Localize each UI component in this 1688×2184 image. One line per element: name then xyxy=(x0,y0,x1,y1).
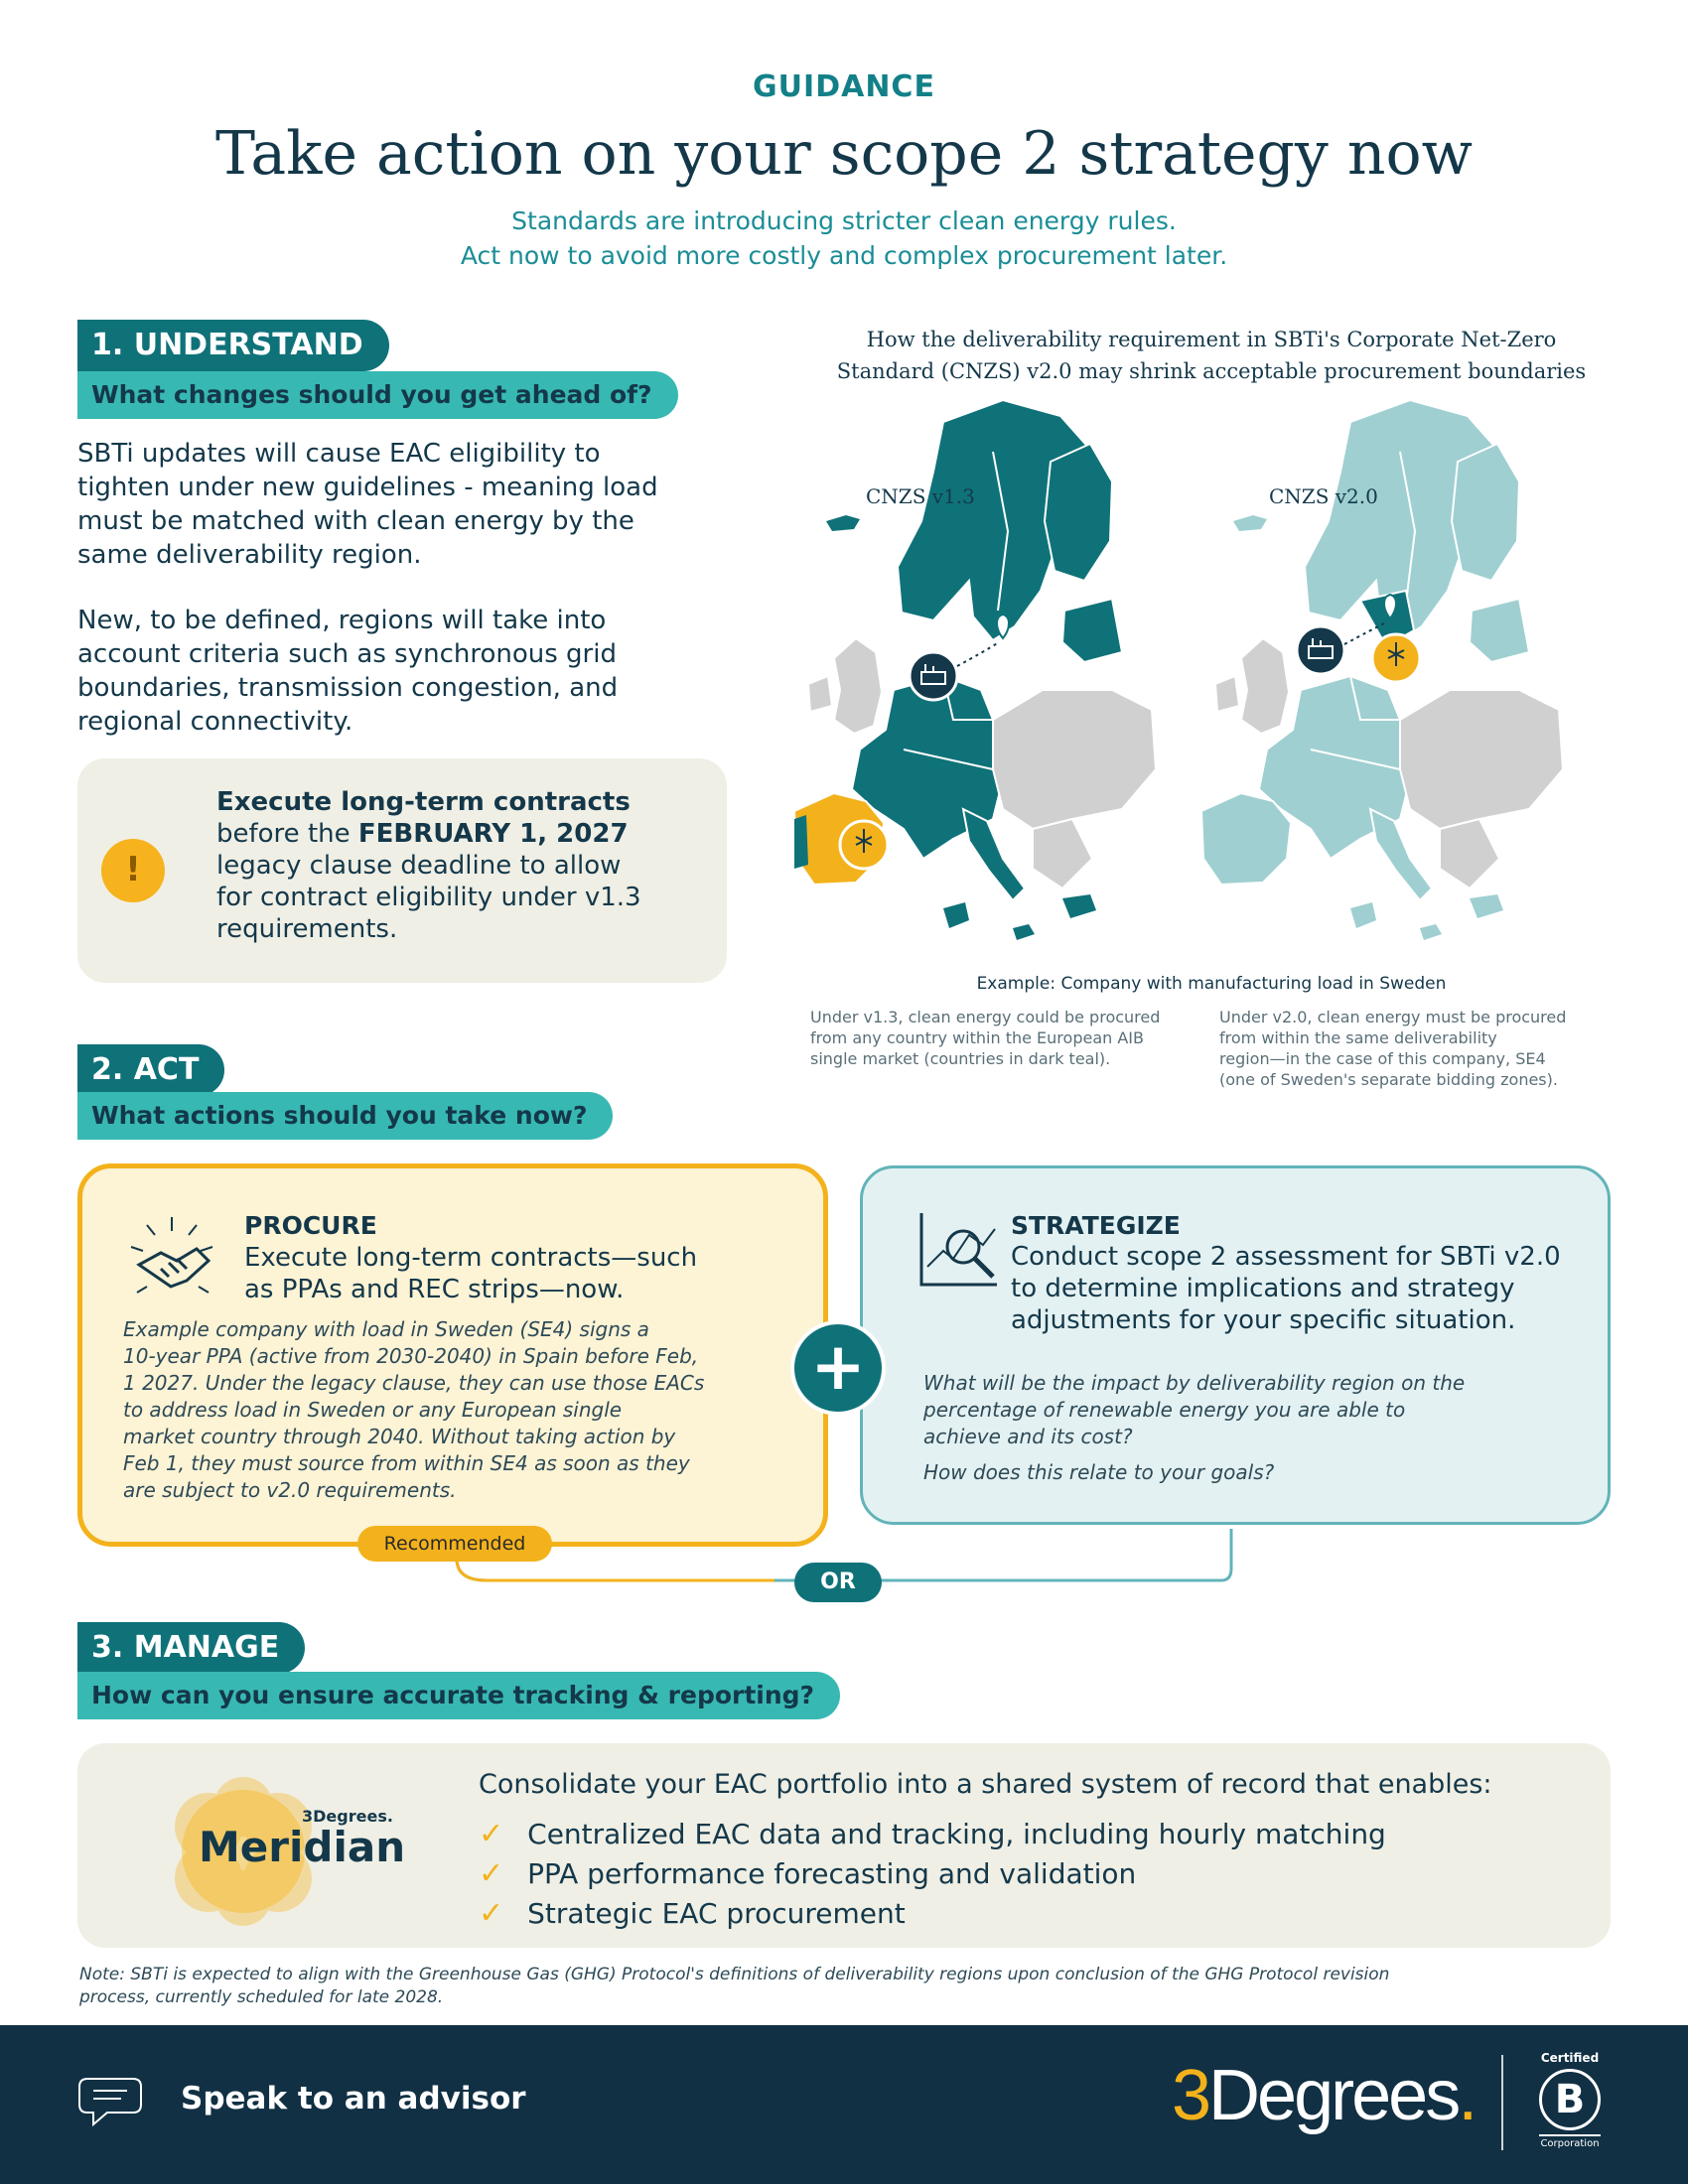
check-icon: ✓ xyxy=(479,1856,504,1891)
recommended-badge: Recommended xyxy=(357,1526,552,1562)
factory-marker-v13 xyxy=(910,652,957,700)
map-eastern-europe xyxy=(993,690,1156,829)
chart-magnifier-icon xyxy=(914,1205,1003,1295)
manage-intro: Consolidate your EAC portfolio into a shared system of record that enables: xyxy=(479,1769,1492,1800)
section-tab-manage: 3. MANAGE xyxy=(77,1622,305,1674)
strategize-lead: Conduct scope 2 assessment for SBTi v2.0 to determine implications and strategy adjustments for your specific situation. xyxy=(1011,1242,1561,1335)
check-icon: ✓ xyxy=(479,1817,504,1851)
section-tab-act: 2. ACT xyxy=(77,1044,224,1096)
section-question-understand: What changes should you get ahead of? xyxy=(77,371,678,419)
understand-paragraph-2: New, to be defined, regions will take into account criteria such as synchronous grid boundaries, transmission congestion, and regional connectivity. xyxy=(77,606,619,737)
plus-badge: + xyxy=(790,1320,886,1416)
eyebrow-label: GUIDANCE xyxy=(753,69,935,104)
chat-bubble-icon xyxy=(77,2071,149,2130)
callout-text: Execute long-term contracts before the FEBRUARY 1, 2027 legacy clause deadline to allow for contract eligibility under v1.3 requirements. xyxy=(216,787,641,944)
feature-item: ✓ PPA performance forecasting and validation xyxy=(479,1856,1137,1891)
understand-paragraph-1: SBTi updates will cause EAC eligibility to tighten under new guidelines - meaning load must be matched with clean energy by the same deliverability region. xyxy=(77,439,658,570)
meridian-logo-brand: 3Degrees. xyxy=(302,1807,393,1826)
feature-item: ✓ Strategic EAC procurement xyxy=(479,1896,906,1931)
map-v20 xyxy=(1201,400,1563,940)
speak-to-advisor-link[interactable]: Speak to an advisor xyxy=(181,2081,526,2116)
map-label-v13: CNZS v1.3 xyxy=(866,484,975,508)
b-corp-badge: Certified B Corporation xyxy=(1540,2051,1600,2149)
procure-example: Example company with load in Sweden (SE4) signs a 10-year PPA (active from 2030-2040) in Spain before Feb, 1 2027. Under the legacy clause, they can use those EACs to address load in Sweden or any European single market country through 2040. Without taking action by Feb 1, they must source from within SE4 as soon as they are subject to v2.0 requirements. xyxy=(123,1317,705,1502)
map-finland xyxy=(1045,444,1112,581)
factory-marker-v20 xyxy=(1297,626,1344,674)
b-corp-icon: B xyxy=(1539,2069,1601,2130)
subtitle-line-1: Standards are introducing stricter clean energy rules. xyxy=(511,206,1177,235)
procure-lead: Execute long-term contracts—such as PPAs and REC strips—now. xyxy=(244,1243,698,1304)
or-badge: OR xyxy=(794,1563,882,1602)
map-v13 xyxy=(794,400,1156,940)
check-icon: ✓ xyxy=(479,1896,504,1931)
map-italy xyxy=(963,809,1025,900)
map-title: How the deliverability requirement in SBTi's Corporate Net-Zero Standard (CNZS) v2.0 may shrink acceptable procurement boundaries xyxy=(836,328,1587,383)
map-caption-v20: Under v2.0, clean energy must be procured from within the same deliverability region—in the case of this company, SE4 (one of Sweden's separate bidding zones). xyxy=(1219,1008,1567,1089)
meridian-logo-text: Meridian xyxy=(199,1823,406,1871)
handshake-icon xyxy=(117,1203,226,1312)
3degrees-logo: 3Degrees. xyxy=(1172,2056,1476,2135)
feature-item: ✓ Centralized EAC data and tracking, including hourly matching xyxy=(479,1817,1386,1851)
map-iceland xyxy=(826,515,860,531)
section-tab-understand: 1. UNDERSTAND xyxy=(77,320,389,371)
strategize-question-1: What will be the impact by deliverability region on the percentage of renewable energy you are able to achieve and its cost? xyxy=(923,1371,1466,1448)
map-label-v20: CNZS v2.0 xyxy=(1269,484,1378,508)
page-title: Take action on your scope 2 strategy now xyxy=(214,119,1474,189)
procure-heading: PROCURE xyxy=(244,1211,377,1240)
map-example-caption: Example: Company with manufacturing load in Sweden xyxy=(976,974,1447,994)
subtitle-line-2: Act now to avoid more costly and complex procurement later. xyxy=(460,241,1228,270)
strategize-question-2: How does this relate to your goals? xyxy=(923,1460,1275,1484)
footnote: Note: SBTi is expected to align with the Greenhouse Gas (GHG) Protocol's definitions of deliverability regions upon conclusion of the GHG Protocol revision process, currently scheduled for late 2028. xyxy=(79,1965,1390,2007)
section-question-manage: How can you ensure accurate tracking & reporting? xyxy=(77,1672,840,1719)
map-caption-v13: Under v1.3, clean energy could be procured from any country within the European AIB single market (countries in dark teal). xyxy=(810,1008,1161,1068)
europe-maps xyxy=(794,392,1628,948)
strategize-heading: STRATEGIZE xyxy=(1011,1211,1181,1240)
exclamation-icon: ! xyxy=(101,839,165,902)
section-question-act: What actions should you take now? xyxy=(77,1092,613,1140)
footer-divider xyxy=(1501,2055,1503,2150)
map-uk xyxy=(834,638,882,734)
feature-list xyxy=(479,1817,1571,1936)
